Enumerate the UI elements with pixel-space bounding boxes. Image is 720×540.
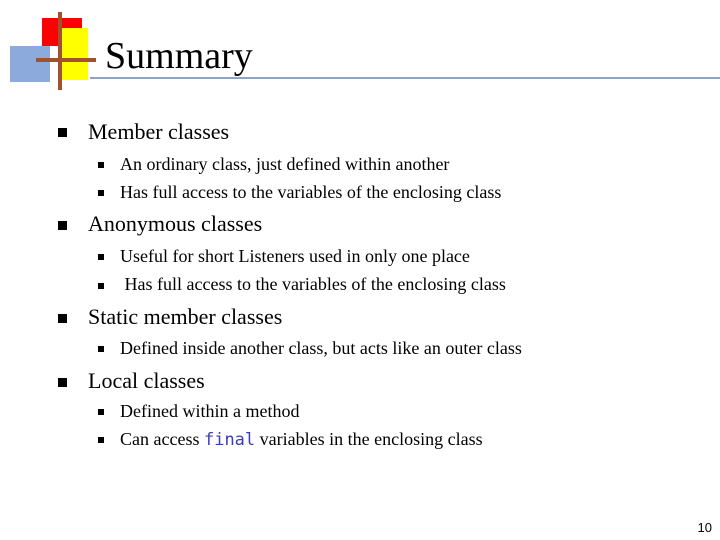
bullet-icon [58, 314, 67, 323]
sub-list-item: An ordinary class, just defined within another [120, 154, 450, 174]
text-before-keyword: Can access [120, 429, 204, 449]
bullet-icon [58, 378, 67, 387]
sub-bullet-icon [98, 437, 104, 443]
slide-title: Summary [105, 35, 253, 77]
sub-bullet-icon [98, 409, 104, 415]
decor-horizontal-line [36, 58, 96, 62]
sub-list-item: Defined within a method [120, 401, 300, 421]
page-number: 10 [697, 520, 712, 535]
bullet-icon [58, 128, 67, 137]
sub-bullet-icon [98, 346, 104, 352]
sub-list-item: Has full access to the variables of the enclosing class [120, 182, 502, 202]
decor-blue-square [10, 46, 50, 82]
decor-vertical-line [58, 12, 62, 90]
sub-bullet-icon [98, 190, 104, 196]
sub-list-item [120, 428, 483, 451]
list-item: Local classes [88, 368, 205, 393]
sub-bullet-icon [98, 162, 104, 168]
text-after-keyword: variables in the enclosing class [255, 429, 483, 449]
sub-list-item: Defined inside another class, but acts like an outer class [120, 338, 522, 358]
sub-list-item: Has full access to the variables of the enclosing class [120, 274, 506, 294]
list-item: Member classes [88, 119, 230, 144]
decor-yellow-square [58, 28, 88, 80]
sub-bullet-icon [98, 283, 104, 289]
sub-bullet-icon [98, 254, 104, 260]
keyword-final: final [203, 430, 256, 450]
sub-list-item: Useful for short Listeners used in only one place [120, 246, 470, 266]
bullet-icon [58, 221, 67, 230]
list-item: Anonymous classes [88, 211, 263, 236]
list-item: Static member classes [88, 304, 283, 329]
